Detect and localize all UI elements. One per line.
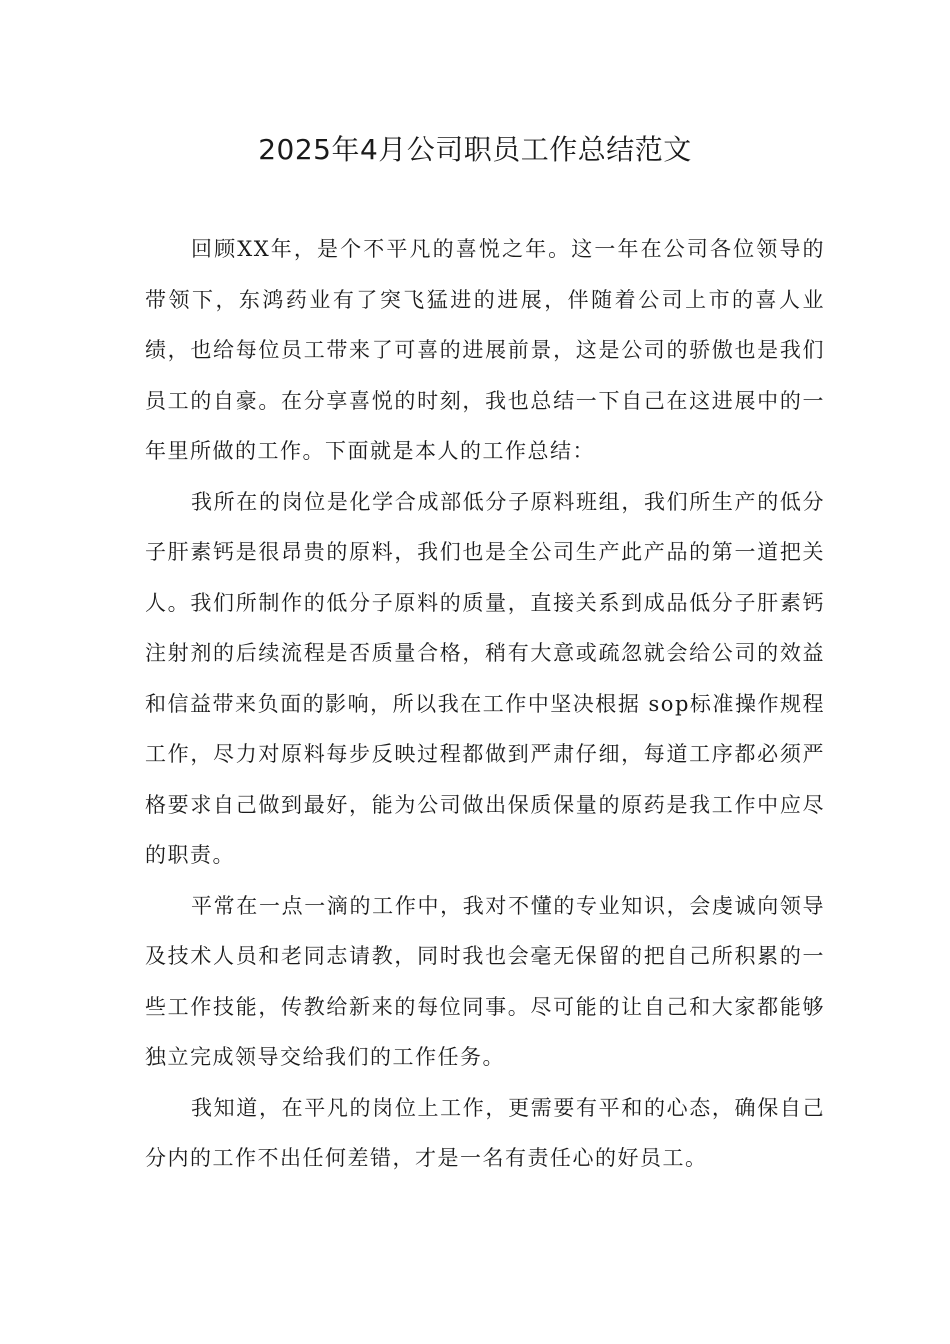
document-title: 2025年4月公司职员工作总结范文 (258, 133, 692, 166)
document-body (145, 224, 825, 1184)
paragraph-position: 我所在的岗位是化学合成部低分子原料班组，我们所生产的低分子肝素钙是很昂贵的原料，我们也是全公司生产此产品的第一道把关人。我们所制作的低分子原料的质量，直接关系到成品低分子肝素钙注射剂的后续流程是否质量合格，稍有大意或疏忽就会给公司的效益和信益带来负面的影响，所以我在工作中坚决根据 sop标准操作规程工作，尽力对原料每步反映过程都做到严肃仔细，每道工序都必须严格要求自己做到最好，能为公司做出保质保量的原药是我工作中应尽的职责。 (145, 489, 825, 867)
paragraph-attitude: 我知道，在平凡的岗位上工作，更需要有平和的心态，确保自己分内的工作不出任何差错，才是一名有责任心的好员工。 (145, 1095, 825, 1170)
paragraph-learning: 平常在一点一滴的工作中，我对不懂的专业知识，会虔诚向领导及技术人员和老同志请教，同时我也会毫无保留的把自己所积累的一些工作技能，传教给新来的每位同事。尽可能的让自己和大家都能够独立完成领导交给我们的工作任务。 (145, 893, 825, 1069)
paragraph-review: 回顾XX年，是个不平凡的喜悦之年。这一年在公司各位领导的带领下，东鸿药业有了突飞猛进的进展，伴随着公司上市的喜人业绩，也给每位员工带来了可喜的进展前景，这是公司的骄傲也是我们员工的自豪。在分享喜悦的时刻，我也总结一下自己在这进展中的一年里所做的工作。下面就是本人的工作总结： (145, 237, 825, 463)
